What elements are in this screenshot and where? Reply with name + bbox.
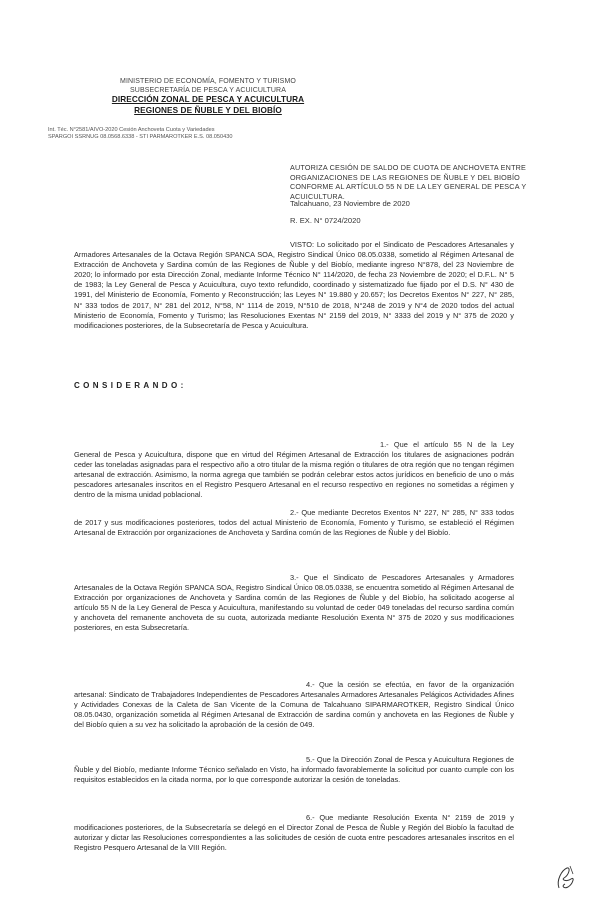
letterhead <box>58 78 358 116</box>
visto-paragraph: VISTO: Lo solicitado por el Sindicato de Pescadores Artesanales y Armadores Artesanales de la Octava Región SPANCA SOA, Registro Sindical Único 08.05.0338, sometido al Régimen Artesanal de Extracción de Anchoveta y Sardina común de las Regiones de Ñuble y del Biobío, mediante ingreso N°878, del 23 Noviembre de 2020; lo informado por esta Dirección Zonal, mediante Informe Técnico N° 114/2020, de fecha 23 Noviembre de 2020; el D.F.L. N° 5 de 1983; la Ley General de Pesca y Acuicultura, cuyo texto refundido, coordinado y sistematizado fue fijado por el D.S. N° 430 de 1991, del Ministerio de Economía, Fomento y Reconstrucción; las Leyes N° 19.880 y 20.657; los Decretos Exentos N° 227, N° 285, N° 333 todos de 2017, N° 281 del 2012, N°58, N° 1114 de 2019, N°510 de 2018, N°248 de 2019 y N°4 de 2020 todos del actual Ministerio de Economía, Fomento y Turismo; las Resoluciones Exentas N° 2159 del 2019, N° 3333 del 2019 y N° 375 de 2020 y modificaciones posteriores, de la Subsecretaría de Pesca y Acuicultura. <box>74 240 514 330</box>
considerando-heading: CONSIDERANDO: <box>74 381 187 390</box>
considerando-5: 5.- Que la Dirección Zonal de Pesca y Acuicultura Regiones de Ñuble y del Biobío, mediante Informe Técnico señalado en Visto, ha informado favorablemente la solicitud por cuanto cumple con los requisitos establecidos en la citada norma, por lo que corresponde autorizar la cesión de toneladas. <box>74 755 514 785</box>
resolution-date: Talcahuano, 23 Noviembre de 2020 <box>290 199 410 208</box>
resolution-subject: AUTORIZA CESIÓN DE SALDO DE CUOTA DE ANCHOVETA ENTRE ORGANIZACIONES DE LAS REGIONES DE ÑUBLE Y DEL BIOBÍO CONFORME AL ARTÍCULO 55 N DE LA LEY GENERAL DE PESCA Y ACUICULTURA. <box>290 163 527 201</box>
handwritten-initials-mark <box>553 862 579 892</box>
regions-line: REGIONES DE ÑUBLE Y DEL BIOBÍO <box>134 105 282 115</box>
directorate-line: DIRECCIÓN ZONAL DE PESCA Y ACUICULTURA <box>111 95 305 105</box>
considerando-3: 3.- Que el Sindicato de Pescadores Artesanales y Armadores Artesanales de la Octava Región SPANCA SOA, Registro Sindical Único 08.05.0338, se encuentra sometido al Régimen Artesanal de Extracción por organizaciones de Anchoveta y Sardina común de las Regiones de Ñuble y del Biobío, ha solicitado acogerse al artículo 55 N de la Ley General de Pesca y Acuicultura, manifestando su voluntad de ceder 049 toneladas del recurso sardina común y anchoveta del remanente anchoveta de su cuota, autorizada mediante Resolución Exenta N° 375 de 2020 y sus modificaciones posteriores, en esta Subsecretaría. <box>74 573 514 633</box>
reference-block <box>48 127 308 140</box>
reference-line-2: SPARGOI SSRNUG 08.0568.6338 - STI PARMAROTKER E.S. 08.050430 <box>48 133 233 140</box>
considerando-2: 2.- Que mediante Decretos Exentos N° 227, N° 285, N° 333 todos de 2017 y sus modificaciones posteriores, todos del actual Ministerio de Economía, Fomento y Turismo, se estableció el Régimen Artesanal de Extracción por organizaciones de Anchoveta y Sardina común de las Regiones de Ñuble y del Biobío. <box>74 508 514 538</box>
considerando-4: 4.- Que la cesión se efectúa, en favor de la organización artesanal: Sindicato de Trabajadores Independientes de Pescadores Artesanales Armadores Artesanales Pelágicos Actividades Afines y Actividades Conexas de la Caleta de San Vicente de la Comuna de Talcahuano SIPARMAROTKER, Registro Sindical Único 08.05.0430, organización sometida al Régimen Artesanal de Extracción de sardina común y anchoveta en las Regiones de Ñuble y del Biobío quien a su vez ha solicitado la aprobación de la cesión de 049. <box>74 680 514 730</box>
considerando-6: 6.- Que mediante Resolución Exenta N° 2159 de 2019 y modificaciones posteriores, de la Subsecretaría se delegó en el Director Zonal de Pesca de Ñuble y Región del Biobío la facultad de autorizar y dictar las Resoluciones correspondientes a las solicitudes de cesión de cuota entre pescadores artesanales inscritos en el Registro Pesquero Artesanal de la VIII Región. <box>74 813 514 853</box>
subsecretary-line: SUBSECRETARÍA DE PESCA Y ACUICULTURA <box>130 86 286 94</box>
considerando-1: 1.- Que el artículo 55 N de la Ley General de Pesca y Acuicultura, dispone que en virtud del Régimen Artesanal de Extracción los titulares de asignaciones podrán ceder las toneladas asignadas para el respectivo año a otro titular de la misma región o titulares de otra región que no tengan régimen artesanal de extracción. Asimismo, la norma agrega que también se podrán celebrar estos actos jurídicos en beneficio de uno o más pescadores artesanales inscritos en el Registro Pesquero Artesanal en el recurso respectivo en regiones no sometidas a régimen y dentro de la misma unidad poblacional. <box>74 440 515 500</box>
resolution-number: R. EX. N° 0724/2020 <box>290 216 361 225</box>
ministry-line: MINISTERIO DE ECONOMÍA, FOMENTO Y TURISMO <box>120 78 296 85</box>
reference-line-1: Int. Téc. N°2581/AIVO-2020 Cesión Anchoveta Cuota y Variedades <box>48 127 215 133</box>
